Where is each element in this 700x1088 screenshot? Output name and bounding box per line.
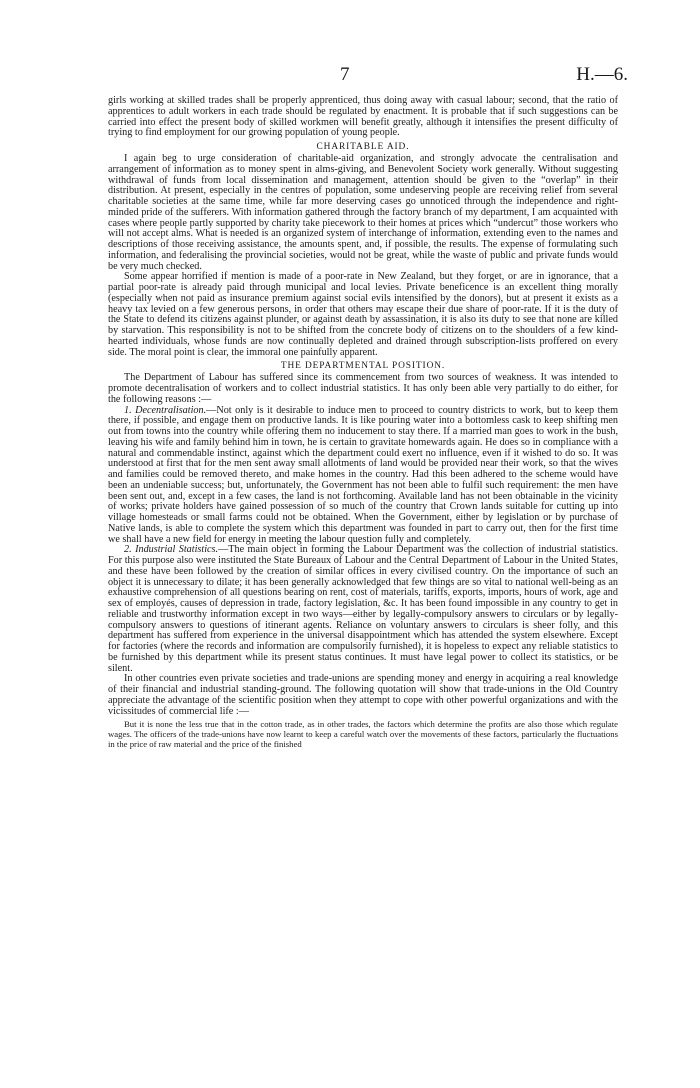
industrial-statistics-label: 2. Industrial Statistics.	[124, 544, 219, 556]
page-header	[108, 64, 628, 96]
industrial-statistics-text: —The main object in forming the Labour Department was the collection of industrial statistics. For this purpose also were instituted the State Bureaux of Labour and the Central Department of Labour in the United States, and these have been followed by the creation of similar offices in every civilised country. On the importance of such an object it is unnecessary to dilate; it has been generally acknowledged that few things are so vital to national well-being as an exhaustive comprehension of all questions bearing on rent, cost of materials, tariffs, exports, imports, hours of work, age and sex of employés, causes of depression in trade, factory legislation, &c. It has been found impossible in any country to get in reliable and trustworthy information except in two ways—either by legally-compulsory answers to circulars or by legally-compulsory answers to questions of itinerant agents. Reliance on voluntary answers to circulars is sheer folly, and this department has suffered from experience in the universal disappointment which has attended the system elsewhere. Except for factories (where the records and information are compulsorily furnished), it is hopeless to expect any reliable statistics to be furnished by this department while its present status continues. It must have legal power to collect its statistics, or be silent.	[108, 544, 619, 674]
industrial-statistics-paragraph	[108, 545, 618, 674]
intro-paragraph: girls working at skilled trades shall be properly apprenticed, thus doing away with casual labour; second, that the ratio of apprentices to adult workers in each trade should be regulated by enactment. It is probable that if such suggestions can be carried into effect the present body of skilled workmen will benefit greatly, although it intensifies the present difficulty of trying to find employment for our growing population of young people.	[108, 95, 618, 139]
charitable-aid-paragraph-2: Some appear horrified if mention is made of a poor-rate in New Zealand, but they forget, or are in ignorance, that a partial poor-rate is already paid through municipal and local levies. Private beneficence is an excellent thing morally (especially when not paid as insurance premium against social evils intensified by the donors), but at present it exists as a heavy tax levied on a few generous persons, in order that others may escape their due share of poor-rate. If it is the duty of the State to defend its citizens against plunder, or against death by assassination, it is also its duty to see that none are killed by starvation. This responsibility is not to be shifted from the concrete body of citizens on to the shoulders of a few kind-hearted individuals, whose funds are now continually depleted and drained through subscription-lists proffered on every side. The moral point is clear, the immoral one painfully apparent.	[108, 271, 618, 358]
quotation-block	[108, 720, 618, 749]
charitable-aid-paragraph-1: I again beg to urge consideration of charitable-aid organization, and strongly advocate the centralisation and arrangement of information as to money spent in alms-giving, and Benevolent Society work generally. Without suggesting withdrawal of funds from local dissemination and management, attention should be given to the “overlap” in their distribution. At present, especially in the centres of population, some undeserving people are receiving relief from several charitable societies at the same time, while far more deserving cases go unnoticed through the independence and right-minded pride of the sufferers. With information gathered through the factory branch of my department, I am acquainted with cases where people partly supported by charity take piecework to their homes at prices which “undercut” those workers who will not accept alms. What is needed is an organized system of interchange of information, extending even to the names and descriptions of those receiving assistance, the amounts spent, and, if possible, the results. The expense of formulating such information, and federalising the provincial societies, would not be great, while the waste of public and private funds would be very much checked.	[108, 153, 618, 272]
section-heading-departmental-position: THE DEPARTMENTAL POSITION.	[280, 361, 446, 372]
page-number: 7	[340, 64, 350, 85]
document-reference: H.—6.	[576, 64, 628, 85]
decentralisation-text: —Not only is it desirable to induce men to proceed to country districts to work, but to keep them there, if possible, and engage them on productive lands. It is like pouring water into a bottomless cask to keep shifting men out from towns into the country while offering them no inducement to stay there. If a married man goes to work in the bush, leaving his wife and family behind him in town, he is certain to gravitate homewards again. He does so in compliance with a natural and commendable instinct, against which the department could exert no influence, even if it wished to do so. It was understood at first that for the men sent away small allotments of land would be provided near their work, so that the wives and families could be removed thereto, and make homes in the country. Had this been adhered to the scheme would have been an undeniable success; but, unfortunately, the Government has not been able to fulfil such requirement: the men have been sent out, and, except in a few cases, the land is not forthcoming. Available land has not been obtainable in the vicinity of works; private holders have gained possession of so much of the country that Crown lands suitable for cutting up into village homesteads or small farms could not be obtained. When the Government, either by legislation or by purchase of Native lands, is able to complete the system which this department was founded in part to carry out, then for the first time we shall have a new field for energy in meeting the labour question fully and completely.	[108, 404, 618, 545]
decentralisation-label: 1. Decentralisation.	[124, 404, 207, 416]
departmental-intro-paragraph: The Department of Labour has suffered since its commencement from two sources of weakness. It was intended to promote decentralisation of workers and to collect industrial statistics. It has only been able very partially to do either, for the following reasons :—	[108, 372, 618, 405]
document-page	[108, 64, 628, 750]
section-heading-charitable-aid: CHARITABLE AID.	[316, 142, 410, 152]
quotation-text: But it is none the less true that in the cotton trade, as in other trades, the factors which determine the profits are also those which regulate wages. The officers of the trade-unions have now learnt to keep a careful watch over the movements of these factors, particularly the fluctuations in the price of raw material and the price of the finished	[108, 719, 618, 749]
decentralisation-paragraph	[108, 406, 618, 546]
other-countries-paragraph: In other countries even private societies and trade-unions are spending money and energy in acquiring a real knowledge of their financial and industrial standing-ground. The following quotation will show that trade-unions in the Old Country appreciate the advantage of the scientific position when they attempt to cope with other powerful organizations and with the vicissitudes of commercial life :—	[108, 673, 618, 717]
